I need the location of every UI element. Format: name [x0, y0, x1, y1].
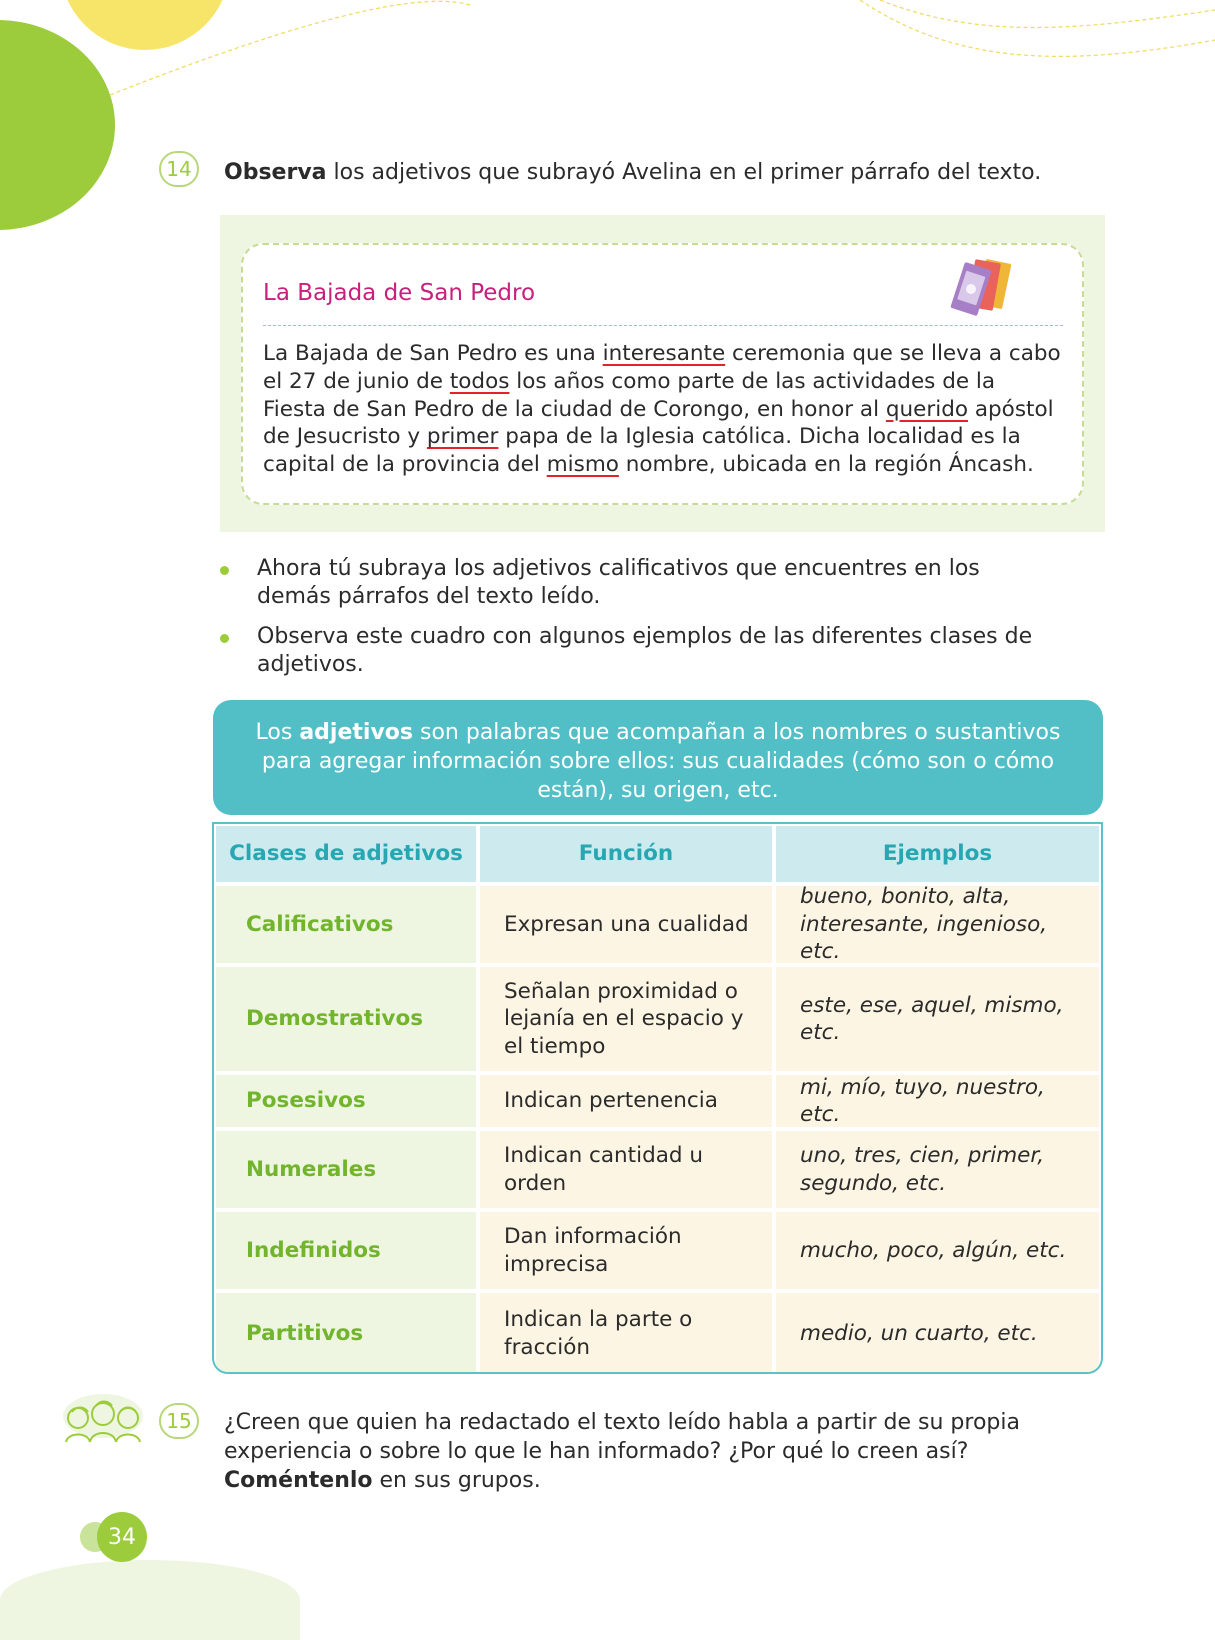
- table-cell-class: Calificativos: [216, 886, 476, 963]
- table-cell-examples: uno, tres, cien, primer, segundo, etc.: [776, 1131, 1099, 1208]
- underlined-adjective: primer: [426, 424, 499, 450]
- table-cell-function: Indican cantidad u orden: [480, 1131, 772, 1208]
- table-cell-class: Demostrativos: [216, 967, 476, 1071]
- text-segment: La Bajada de San Pedro es una: [263, 341, 603, 366]
- table-cell-function: Expresan una cualidad: [480, 886, 772, 963]
- bullet-item: Observa este cuadro con algunos ejemplos de las diferentes clases de adjetivos.: [257, 624, 1033, 677]
- exercise-number-badge: 15: [159, 1403, 199, 1439]
- text-segment: apóstol de Jesucristo y: [263, 396, 1054, 450]
- table-cell-examples: mucho, poco, algún, etc.: [776, 1212, 1099, 1289]
- page-number: 34: [97, 1512, 147, 1562]
- bullet-icon: [220, 566, 229, 575]
- group-work-icon: [58, 1390, 148, 1448]
- text-segment: nombre, ubicada en la región Áncash.: [618, 452, 1034, 478]
- exercise-number-badge: 14: [159, 151, 199, 187]
- table-cell-examples: mi, mío, tuyo, nuestro, etc.: [776, 1075, 1099, 1127]
- definition-text: son palabras que acompañan a los nombres o sustantivos para agregar información sobre ellos: sus cualidades (cómo son o cómo están), su origen, etc.: [261, 720, 1061, 803]
- reading-paragraph: [263, 340, 1063, 479]
- table-header: Ejemplos: [776, 826, 1099, 882]
- exercise-14-instruction: [224, 158, 1104, 187]
- text-segment: ceremonia que se lleva a cabo el 27 de junio de: [263, 341, 1061, 394]
- instruction-text: los adjetivos que subrayó Avelina en el primer párrafo del texto.: [326, 160, 1042, 185]
- instruction-verb: Coméntenlo: [224, 1468, 373, 1493]
- underlined-adjective: querido: [885, 396, 969, 422]
- adjectives-table: [212, 822, 1103, 1374]
- underlined-adjective: todos: [449, 368, 510, 394]
- bullet-item: Ahora tú subraya los adjetivos calificativos que encuentres en los demás párrafos del texto leído.: [257, 556, 980, 609]
- table-cell-class: Numerales: [216, 1131, 476, 1208]
- table-cell-examples: bueno, bonito, alta, interesante, ingenioso, etc.: [776, 886, 1099, 963]
- decorative-wave-lines: [0, 0, 1215, 120]
- underlined-adjective: interesante: [602, 341, 726, 366]
- decorative-bottom-blob: [0, 1560, 300, 1640]
- table-cell-function: Señalan proximidad o lejanía en el espacio y el tiempo: [480, 967, 772, 1071]
- table-cell-examples: este, ese, aquel, mismo, etc.: [776, 967, 1099, 1071]
- instruction-verb: Observa: [224, 160, 327, 185]
- text-segment: los años como parte de las actividades de la Fiesta de San Pedro de la ciudad de Corongo, en honor al: [263, 368, 996, 422]
- instruction-text: en sus grupos.: [372, 1468, 541, 1493]
- table-header: Función: [480, 826, 772, 882]
- instruction-text: ¿Creen que quien ha redactado el texto leído habla a partir de su propia experiencia o sobre lo que le han informado? ¿Por qué lo creen así?: [224, 1410, 1020, 1464]
- table-cell-function: Dan información imprecisa: [480, 1212, 772, 1289]
- exercise-15-instruction: [224, 1408, 1064, 1495]
- table-cell-class: Partitivos: [216, 1293, 476, 1374]
- definition-text: Los: [255, 720, 300, 745]
- table-cell-examples: medio, un cuarto, etc.: [776, 1293, 1099, 1374]
- text-segment: papa de la Iglesia católica. Dicha localidad es la capital de la provincia del: [263, 424, 1021, 478]
- table-cell-class: Posesivos: [216, 1075, 476, 1127]
- underlined-adjective: mismo: [546, 452, 619, 478]
- table-cell-function: Indican pertenencia: [480, 1075, 772, 1127]
- table-cell-function: Indican la parte o fracción: [480, 1293, 772, 1374]
- table-cell-class: Indefinidos: [216, 1212, 476, 1289]
- definition-keyword: adjetivos: [299, 720, 413, 745]
- title-separator: [263, 325, 1063, 326]
- bullet-icon: [220, 634, 229, 643]
- definition-box: [213, 700, 1103, 815]
- books-icon: [943, 255, 1023, 320]
- reading-title: La Bajada de San Pedro: [263, 280, 536, 306]
- table-header: Clases de adjetivos: [216, 826, 476, 882]
